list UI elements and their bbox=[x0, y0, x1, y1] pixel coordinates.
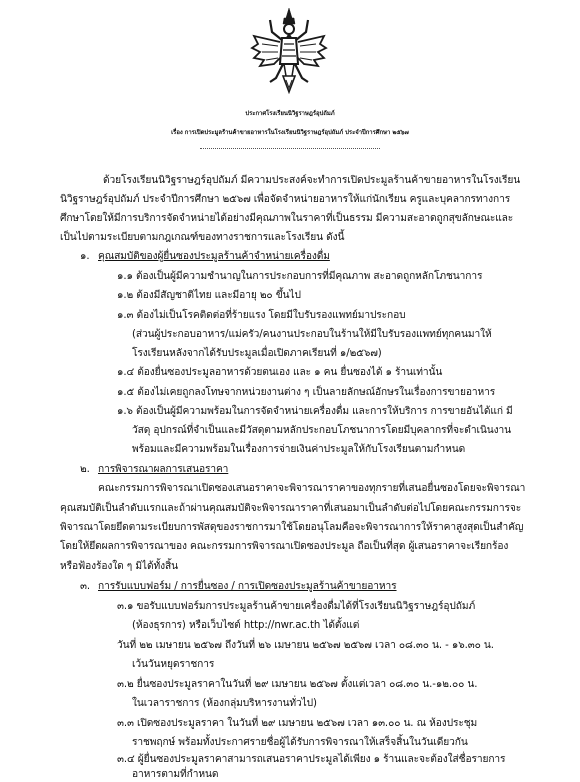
garuda-emblem-icon bbox=[250, 6, 328, 94]
list-item: ๑.๕ ต้องไม่เคยถูกลงโทษจากหน่วยงานต่าง ๆ เป็นลายลักษณ์อักษรในเรื่องการขายอาหาร bbox=[117, 387, 496, 398]
list-item: ๑.๓ ต้องไม่เป็นโรคติดต่อที่ร้ายแรง โดยมีใบรับรองแพทย์มาประกอบ bbox=[117, 310, 406, 321]
intro-line: นิวิฐราษฎร์อุปถัมภ์ ประจำปีการศึกษา ๒๕๖๗ เพื่อจัดจำหน่ายอาหารให้แก่นักเรียน ครูและบุคลากรทางการ bbox=[60, 194, 511, 205]
list-item: ๓.๒ ยื่นซองประมูลราคาในวันที่ ๒๙ เมษายน ๒๕๖๗ ตั้งแต่เวลา ๐๘.๓๐ น.-๑๒.๐๐ น. bbox=[117, 679, 478, 690]
list-item-continuation: เว้นวันหยุดราชการ bbox=[132, 659, 215, 670]
section-number: ๓. bbox=[80, 581, 91, 592]
list-item-continuation: โรงเรียนหลังจากได้รับประมูลเมื่อเปิดภาคเรียนที่ ๑/๒๕๖๗) bbox=[132, 348, 382, 359]
list-item: ๓.๓ เปิดซองประมูลราคา ในวันที่ ๒๙ เมษายน ๒๕๖๗ เวลา ๑๓.๐๐ น. ณ ห้องประชุม bbox=[117, 718, 478, 729]
intro-line: ด้วยโรงเรียนนิวิฐราษฎร์อุปถัมภ์ มีความประสงค์จะทำการเปิดประมูลร้านค้าขายอาหารในโรงเรียน bbox=[103, 175, 521, 186]
list-item: ๓.๔ ผู้ยื่นซองประมูลราคาสามารถเสนอราคาประมูลได้เพียง ๑ ร้านและจะต้องใส่ชื่อรายการ bbox=[117, 754, 506, 765]
section-heading: คุณสมบัติของผู้ยื่นซองประมูลร้านค้าจำหน่ายเครื่องดื่ม bbox=[98, 251, 330, 262]
list-item: ๑.๖ ต้องเป็นผู้มีความพร้อมในการจัดจำหน่ายเครื่องดื่ม และการให้บริการ การขายอันได้แก่ มี bbox=[117, 406, 513, 417]
list-item-continuation: (ส่วนผู้ประกอบอาหาร/แม่ครัว/คนงานประกอบในร้านให้มีใบรับรองแพทย์ทุกคนมาให้ bbox=[132, 329, 492, 340]
section-number: ๑. bbox=[80, 251, 90, 262]
intro-line: เป็นไปตามระเบียบตามกฎเกณฑ์ของทางราชการและโรงเรียน ดังนี้ bbox=[60, 232, 345, 243]
paragraph-line: พิจารณาโดยยึดตามระเบียบการพัสดุของราชการมาใช้โดยอนุโลมคือจะพิจารณาการให้ราคาสูงสุดเป็นสำคัญ bbox=[60, 522, 524, 533]
list-item-continuation: วัสดุ อุปกรณ์ที่จำเป็นและมีวัสดุตามหลักประกอบโภชนาการโดยมีบุคลากรที่จะดำเนินงาน bbox=[132, 425, 511, 436]
list-item: ๑.๒ ต้องมีสัญชาติไทย และมีอายุ ๒๐ ขึ้นไป bbox=[117, 290, 301, 301]
paragraph-line: คณะกรรมการพิจารณาเปิดซองเสนอราคาจะพิจารณาราคาของทุกรายที่เสนอยื่นซองโดยจะพิจารณา bbox=[98, 483, 526, 494]
list-item-continuation: วันที่ ๒๒ เมษายน ๒๕๖๗ ถึงวันที่ ๒๖ เมษายน ๒๕๖๗ ๒๕๖๗ เวลา ๐๘.๓๐ น. - ๑๖.๓๐ น. bbox=[117, 640, 494, 651]
list-item-continuation: พร้อมและมีความพร้อมในเรื่องการจ่ายเงินค่าประมูลให้กับโรงเรียนตามกำหนด bbox=[132, 444, 466, 455]
list-item-continuation: อาหารตามที่กำหนด bbox=[132, 769, 219, 780]
paragraph-line: โดยให้ยึดผลการพิจารณาของ คณะกรรมการพิจารณาเปิดซองประมูล ถือเป็นที่สุด ผู้เสนอราคาจะเรียกร้อง bbox=[60, 541, 509, 552]
section-heading: การรับแบบฟอร์ม / การยื่นซอง / การเปิดซองประมูลร้านค้าขายอาหาร bbox=[98, 581, 397, 592]
announcement-title: ประกาศโรงเรียนนิวิฐราษฎร์อุปถัมภ์ bbox=[245, 111, 335, 117]
intro-line: ศึกษาโดยให้มีการบริการจัดจำหน่ายได้อย่างมีคุณภาพในราคาที่เป็นธรรม มีความสะอาดถูกสุขลักษณะและ bbox=[60, 213, 514, 224]
list-item: ๑.๑ ต้องเป็นผู้มีความชำนาญในการประกอบการที่มีคุณภาพ สะอาดถูกหลักโภชนาการ bbox=[117, 271, 483, 282]
paragraph-line: คุณสมบัติเป็นลำดับแรกและถ้าผ่านคุณสมบัติจะพิจารณาราคาที่เสนอมาเป็นลำดับต่อไปโดยคณะกรรมการจะ bbox=[60, 503, 522, 514]
paragraph-line: หรือฟ้องร้องใด ๆ มิได้ทั้งสิ้น bbox=[60, 561, 178, 572]
announcement-subject: เรื่อง การเปิดประมูลร้านค้าขายอาหารในโรงเรียนนิวิฐราษฎร์อุปถัมภ์ ประจำปีการศึกษา ๒๕๖๗ bbox=[171, 130, 409, 136]
section-heading: การพิจารณาผลการเสนอราคา bbox=[98, 464, 229, 475]
list-item-continuation: ในเวลาราชการ (ห้องกลุ่มบริหารงานทั่วไป) bbox=[132, 698, 317, 709]
list-item-continuation: (ห้องธุรการ) หรือเว็บไซต์ http://nwr.ac.th ได้ตั้งแต่ bbox=[132, 620, 360, 631]
list-item-continuation: ราชพฤกษ์ พร้อมทั้งประกาศรายชื่อผู้ได้รับการพิจารณาให้เสร็จสิ้นในวันเดียวกัน bbox=[132, 737, 468, 748]
dotted-divider bbox=[200, 148, 380, 149]
section-number: ๒. bbox=[80, 464, 90, 475]
list-item: ๑.๔ ต้องยื่นซองประมูลอาหารด้วยตนเอง และ ๑ คน ยื่นซองได้ ๑ ร้านเท่านั้น bbox=[117, 367, 443, 378]
list-item: ๓.๑ ขอรับแบบฟอร์มการประมูลร้านค้าขายเครื่องดื่มได้ที่โรงเรียนนิวิฐราษฎร์อุปถัมภ์ bbox=[117, 601, 476, 612]
